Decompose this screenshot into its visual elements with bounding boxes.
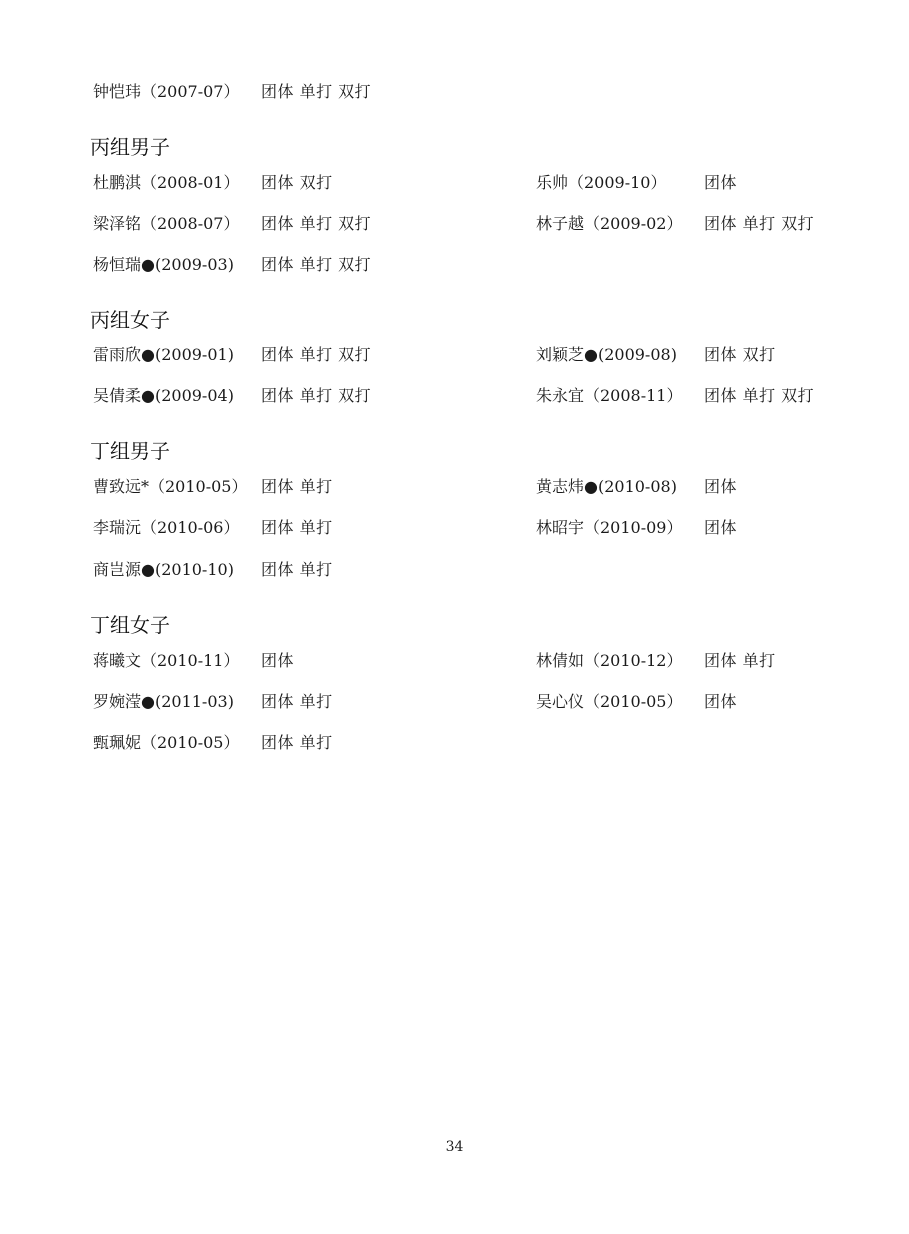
player-entry bbox=[93, 732, 333, 754]
player-entry bbox=[93, 344, 371, 366]
player-name: 吴倩柔●(2009-04) bbox=[93, 386, 234, 405]
section-title: 丙组男子 bbox=[90, 135, 170, 159]
player-name: 甄珮妮（2010-05） bbox=[93, 733, 240, 752]
player-name: 林昭宇（2010-09） bbox=[536, 518, 683, 537]
player-events: 团体 单打 双打 bbox=[261, 255, 372, 274]
player-entry bbox=[93, 213, 371, 235]
player-entry bbox=[536, 385, 814, 407]
player-events: 团体 双打 bbox=[704, 345, 776, 364]
player-events: 团体 单打 双打 bbox=[704, 386, 815, 405]
player-entry bbox=[93, 559, 333, 581]
player-events: 团体 单打 bbox=[261, 518, 333, 537]
player-events: 团体 单打 bbox=[261, 560, 333, 579]
player-entry bbox=[93, 517, 333, 539]
player-name: 刘颖芝●(2009-08) bbox=[536, 345, 677, 364]
player-events: 团体 bbox=[704, 518, 738, 537]
player-entry bbox=[536, 344, 776, 366]
player-entry bbox=[93, 385, 371, 407]
player-events: 团体 单打 bbox=[261, 692, 333, 711]
player-name: 林子越（2009-02） bbox=[536, 214, 683, 233]
player-name: 梁泽铭（2008-07） bbox=[93, 214, 240, 233]
player-entry bbox=[536, 172, 737, 194]
player-events: 团体 单打 双打 bbox=[261, 345, 372, 364]
section-title: 丁组男子 bbox=[90, 439, 170, 463]
player-name: 罗婉滢●(2011-03) bbox=[93, 692, 234, 711]
player-events: 团体 单打 双打 bbox=[261, 214, 372, 233]
player-events: 团体 双打 bbox=[261, 173, 333, 192]
player-events: 团体 bbox=[261, 651, 295, 670]
player-name: 曹致远*（2010-05） bbox=[93, 477, 248, 496]
section-title: 丙组女子 bbox=[90, 308, 170, 332]
player-name: 朱永宜（2008-11） bbox=[536, 386, 683, 405]
player-name: 吴心仪（2010-05） bbox=[536, 692, 683, 711]
player-events: 团体 单打 双打 bbox=[261, 386, 372, 405]
page-number: 34 bbox=[445, 1139, 464, 1155]
player-name: 李瑞沅（2010-06） bbox=[93, 518, 240, 537]
player-entry bbox=[93, 476, 333, 498]
player-entry bbox=[536, 213, 814, 235]
player-events: 团体 单打 bbox=[704, 651, 776, 670]
player-events: 团体 单打 双打 bbox=[704, 214, 815, 233]
player-entry bbox=[93, 650, 294, 672]
player-events: 团体 bbox=[704, 692, 738, 711]
section-title: 丁组女子 bbox=[90, 613, 170, 637]
player-name: 杨恒瑞●(2009-03) bbox=[93, 255, 234, 274]
player-name: 乐帅（2009-10） bbox=[536, 173, 667, 192]
player-entry bbox=[536, 650, 776, 672]
player-entry bbox=[93, 172, 333, 194]
player-events: 团体 单打 双打 bbox=[261, 82, 372, 101]
player-name: 蒋曦文（2010-11） bbox=[93, 651, 240, 670]
player-name: 钟恺玮（2007-07） bbox=[93, 82, 240, 101]
player-entry bbox=[93, 691, 333, 713]
player-name: 杜鹏淇（2008-01） bbox=[93, 173, 240, 192]
player-entry bbox=[93, 254, 371, 276]
player-entry bbox=[536, 691, 737, 713]
player-entry bbox=[536, 517, 737, 539]
player-events: 团体 单打 bbox=[261, 733, 333, 752]
player-events: 团体 bbox=[704, 477, 738, 496]
player-name: 商岂源●(2010-10) bbox=[93, 560, 234, 579]
player-name: 雷雨欣●(2009-01) bbox=[93, 345, 234, 364]
player-entry bbox=[536, 476, 737, 498]
player-name: 林倩如（2010-12） bbox=[536, 651, 683, 670]
player-events: 团体 bbox=[704, 173, 738, 192]
player-events: 团体 单打 bbox=[261, 477, 333, 496]
player-entry bbox=[93, 81, 371, 103]
player-name: 黄志炜●(2010-08) bbox=[536, 477, 677, 496]
